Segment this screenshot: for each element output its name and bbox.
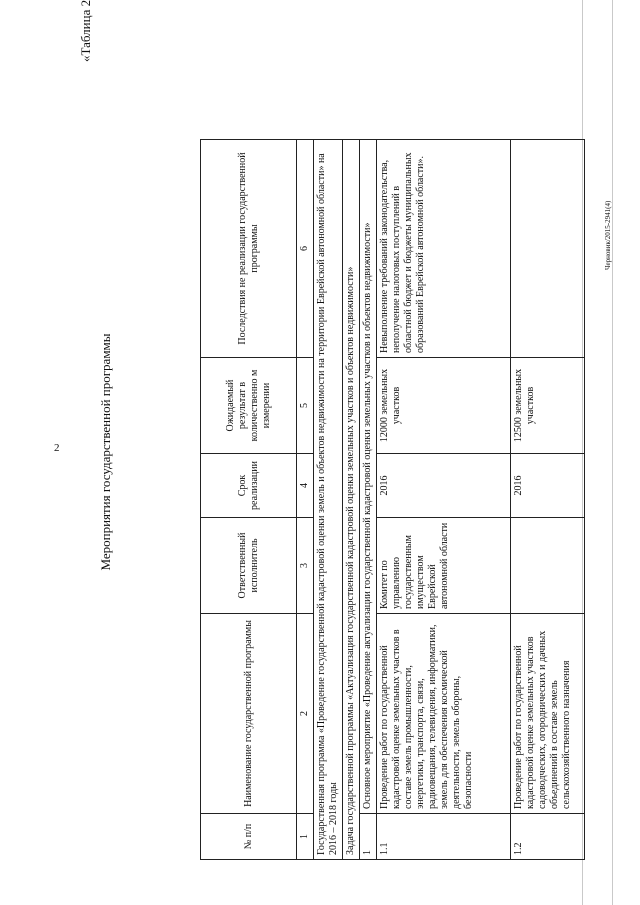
header-cell-consequences: Последствия не реализации государственной программы	[201, 140, 297, 358]
table-label: «Таблица 2	[78, 0, 93, 62]
row-name: Проведение работ по государственной кадастровой оценке земельных участков в составе земель промышленности, энергетики, транспорта, связи, радиовещания, телевидения, информатики, земель для обеспечения космической деятельности, земель обороны, безопасности	[377, 614, 511, 814]
table-row	[511, 140, 585, 860]
main-event-text: Основное мероприятие «Проведение актуализации государственной кадастровой оценки земельных участков и объектов недвижимости»	[360, 140, 377, 814]
header-cell-result: Ожидаемый результат в количественно м измерении	[201, 358, 297, 454]
column-number: 3	[297, 518, 314, 614]
row-executor: Комитет по управлению государственным имуществом Еврейской автономной области	[377, 518, 511, 614]
row-executor	[511, 518, 585, 614]
column-number: 4	[297, 454, 314, 518]
row-consequences	[511, 140, 585, 358]
table-header-row	[201, 140, 297, 860]
header-cell-number: № п/п	[201, 814, 297, 860]
main-event-row	[360, 140, 377, 860]
row-consequences: Невыполнение требований законодательства, неполучение налоговых поступлений в областной бюджет и бюджеты муниципальных образований Еврейской автономной области».	[377, 140, 511, 358]
column-number: 6	[297, 140, 314, 358]
scan-line-right	[612, 0, 613, 905]
table-row	[377, 140, 511, 860]
rotated-page-content	[98, 42, 585, 862]
row-name: Проведение работ по государственной кадастровой оценке земельных участков садоводческих, огороднических и дачных объединений в составе земель сельскохозяйственного назначения	[511, 614, 585, 814]
header-cell-name: Наименование государственной программы	[201, 614, 297, 814]
column-number: 1	[297, 814, 314, 860]
row-result: 12500 земельных участков	[511, 358, 585, 454]
row-term: 2016	[377, 454, 511, 518]
page-number: 2	[54, 442, 60, 454]
row-number: 1.2	[511, 814, 585, 860]
column-number: 2	[297, 614, 314, 814]
document-title: Мероприятия государственной программы	[98, 333, 113, 571]
row-term: 2016	[511, 454, 585, 518]
row-number: 1.1	[377, 814, 511, 860]
task-cell: Задача государственной программы «Актуализация государственной кадастровой оценки земельных участков и объектов недвижимости»	[343, 140, 360, 860]
program-row	[314, 140, 343, 860]
footer-document-code: Черновик/2015-2941(4)	[604, 200, 612, 270]
column-number-row	[297, 140, 314, 860]
main-event-number: 1	[360, 814, 377, 860]
program-title-cell: Государственная программа «Проведение государственной кадастровой оценки земель и объектов недвижимости на территории Еврейской автономной области» на 2016 – 2018 годы	[314, 140, 343, 860]
task-row	[343, 140, 360, 860]
row-result: 12000 земельных участков	[377, 358, 511, 454]
header-cell-executor: Ответственный исполнитель	[201, 518, 297, 614]
column-number: 5	[297, 358, 314, 454]
events-table	[200, 139, 585, 860]
header-cell-term: Срок реализации	[201, 454, 297, 518]
